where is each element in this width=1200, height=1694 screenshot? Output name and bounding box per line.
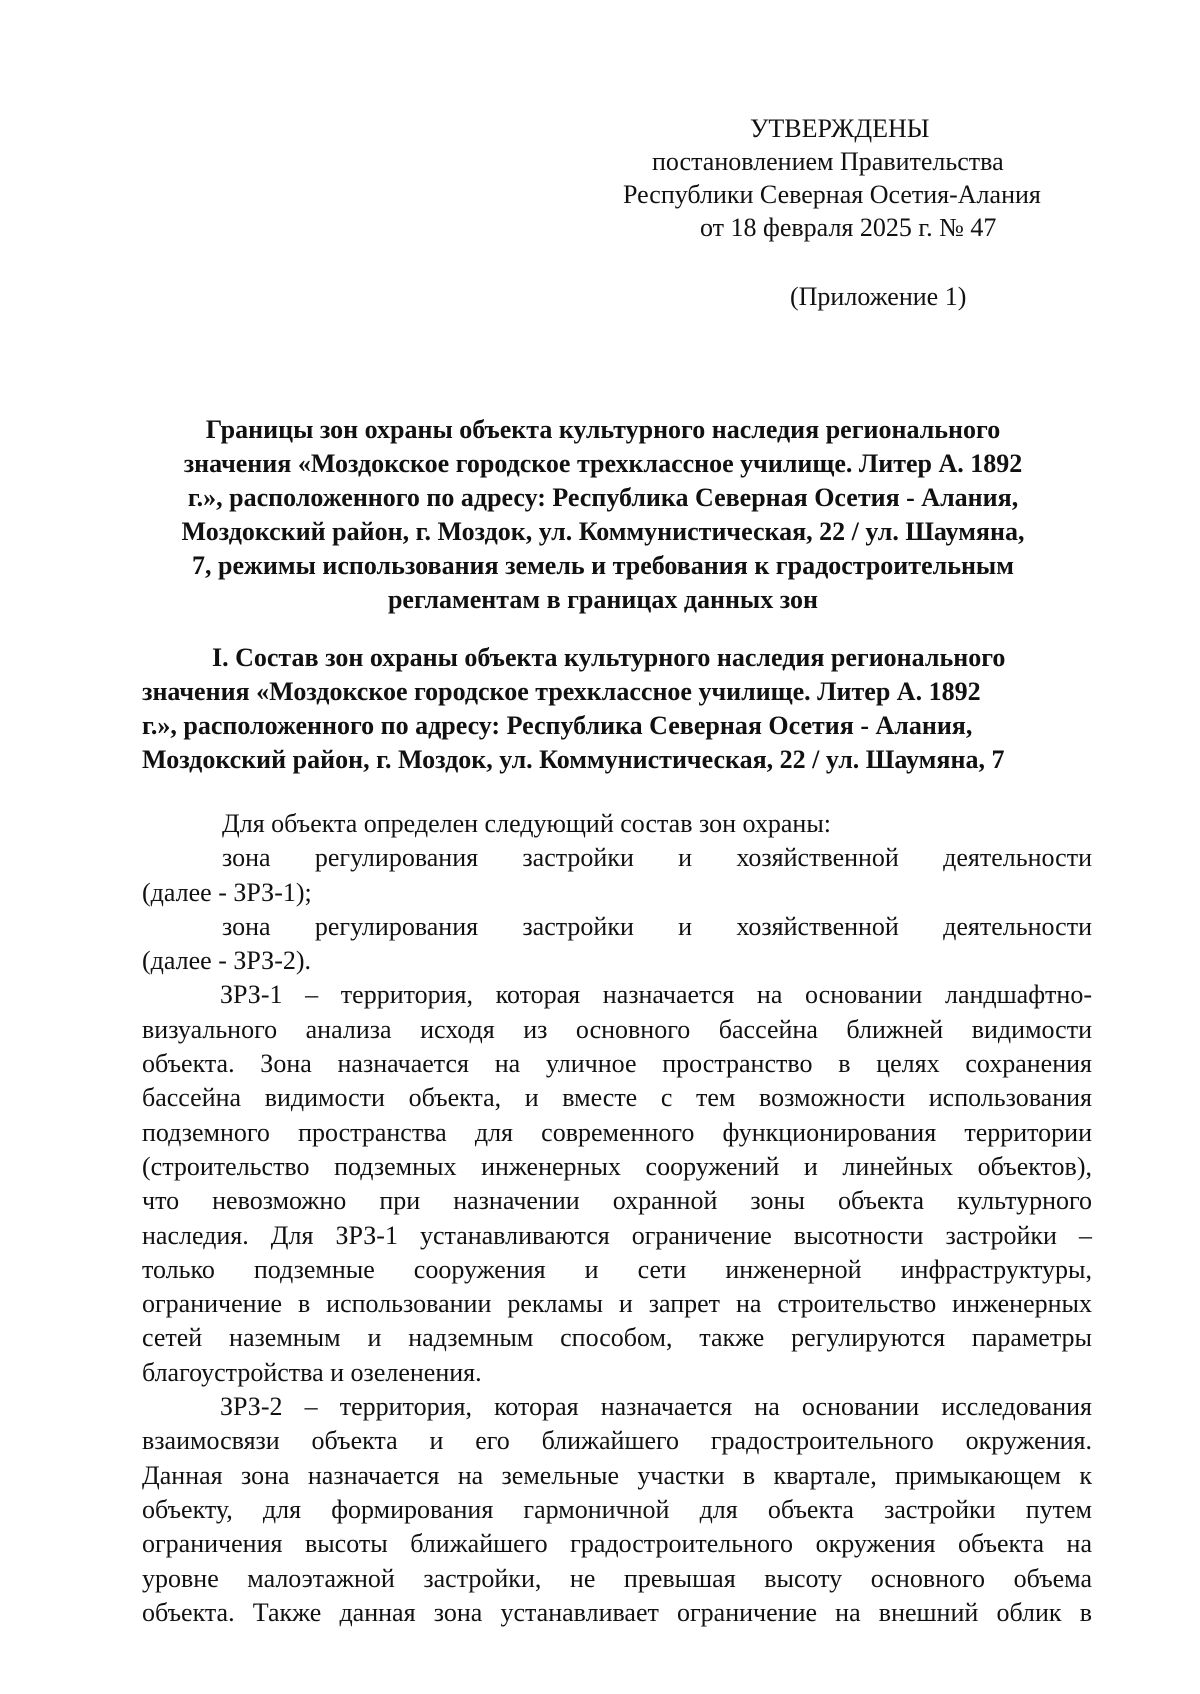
body-line: ограничение в использовании рекламы и запрет на строительство инженерных [142,1289,1092,1319]
section-heading-line: I. Состав зон охраны объекта культурного наследия регионального [212,643,1006,672]
body-line: уровне малоэтажной застройки, не превышая высоту основного объема [142,1563,1092,1593]
body-line: ЗРЗ-1 – территория, которая назначается на основании ландшафтно- [220,980,1092,1010]
approval-block [600,112,1100,244]
body-line: только подземные сооружения и сети инженерной инфраструктуры, [142,1254,1092,1284]
section-heading [142,641,1092,777]
body-line: объекта. Также данная зона устанавливает ограничение на внешний облик в [142,1597,1092,1627]
title-line: регламентам в границах данных зон [387,585,819,614]
body-line: (строительство подземных инженерных сооружений и линейных объектов), [142,1151,1092,1181]
appendix-label: (Приложение 1) [790,282,967,311]
body-line: зона регулирования застройки и хозяйственной деятельности [222,843,1092,873]
title-line: Границы зон охраны объекта культурного наследия регионального [205,415,1001,444]
body-line: (далее - ЗРЗ-1); [142,877,312,907]
body-line: зона регулирования застройки и хозяйственной деятельности [222,911,1092,941]
approval-line: постановлением Правительства [652,147,1004,176]
section-heading-line: значения «Моздокское городское трехклассное училище. Литер А. 1892 [142,677,981,706]
body-line: визуального анализа исходя из основного бассейна ближней видимости [142,1014,1092,1044]
title-line: г.», расположенного по адресу: Республика Северная Осетия - Алания, [187,483,1019,512]
body-line: взаимосвязи объекта и его ближайшего градостроительного окружения. [142,1426,1092,1456]
body-line: подземного пространства для современного функционирования территории [142,1117,1092,1147]
body-text [142,807,1092,1630]
body-line: Данная зона назначается на земельные участки в квартале, примыкающем к [142,1460,1092,1490]
title-line: Моздокский район, г. Моздок, ул. Коммунистическая, 22 / ул. Шаумяна, [181,517,1025,546]
title-line: 7, режимы использования земель и требования к градостроительным [192,551,1014,580]
approval-line: Республики Северная Осетия-Алания [623,180,1041,209]
body-line: ЗРЗ-2 – территория, которая назначается на основании исследования [220,1392,1092,1422]
body-line: ограничения высоты ближайшего градостроительного окружения объекта на [142,1529,1092,1559]
body-line: Для объекта определен следующий состав зон охраны: [222,809,832,838]
body-line: объекту, для формирования гармоничной для объекта застройки путем [142,1494,1092,1524]
title-line: значения «Моздокское городское трехклассное училище. Литер А. 1892 [183,449,1023,478]
section-heading-line: г.», расположенного по адресу: Республика Северная Осетия - Алания, [142,711,973,740]
body-line: сетей наземным и надземным способом, также регулируются параметры [142,1323,1092,1353]
approval-date-number: от 18 февраля 2025 г. № 47 [700,213,997,242]
body-line: объекта. Зона назначается на уличное пространство в целях сохранения [142,1049,1092,1079]
body-line: (далее - ЗРЗ-2). [142,946,312,976]
approval-title: УТВЕРЖДЕНЫ [750,114,930,143]
section-heading-line: Моздокский район, г. Моздок, ул. Коммунистическая, 22 / ул. Шаумяна, 7 [142,745,1005,774]
body-line: наследия. Для ЗРЗ-1 устанавливаются ограничение высотности застройки – [142,1220,1092,1250]
body-line: благоустройства и озеленения. [142,1357,482,1387]
body-line: бассейна видимости объекта, и вместе с тем возможности использования [142,1083,1092,1113]
document-title [138,413,1068,617]
body-line: что невозможно при назначении охранной зоны объекта культурного [142,1186,1092,1216]
